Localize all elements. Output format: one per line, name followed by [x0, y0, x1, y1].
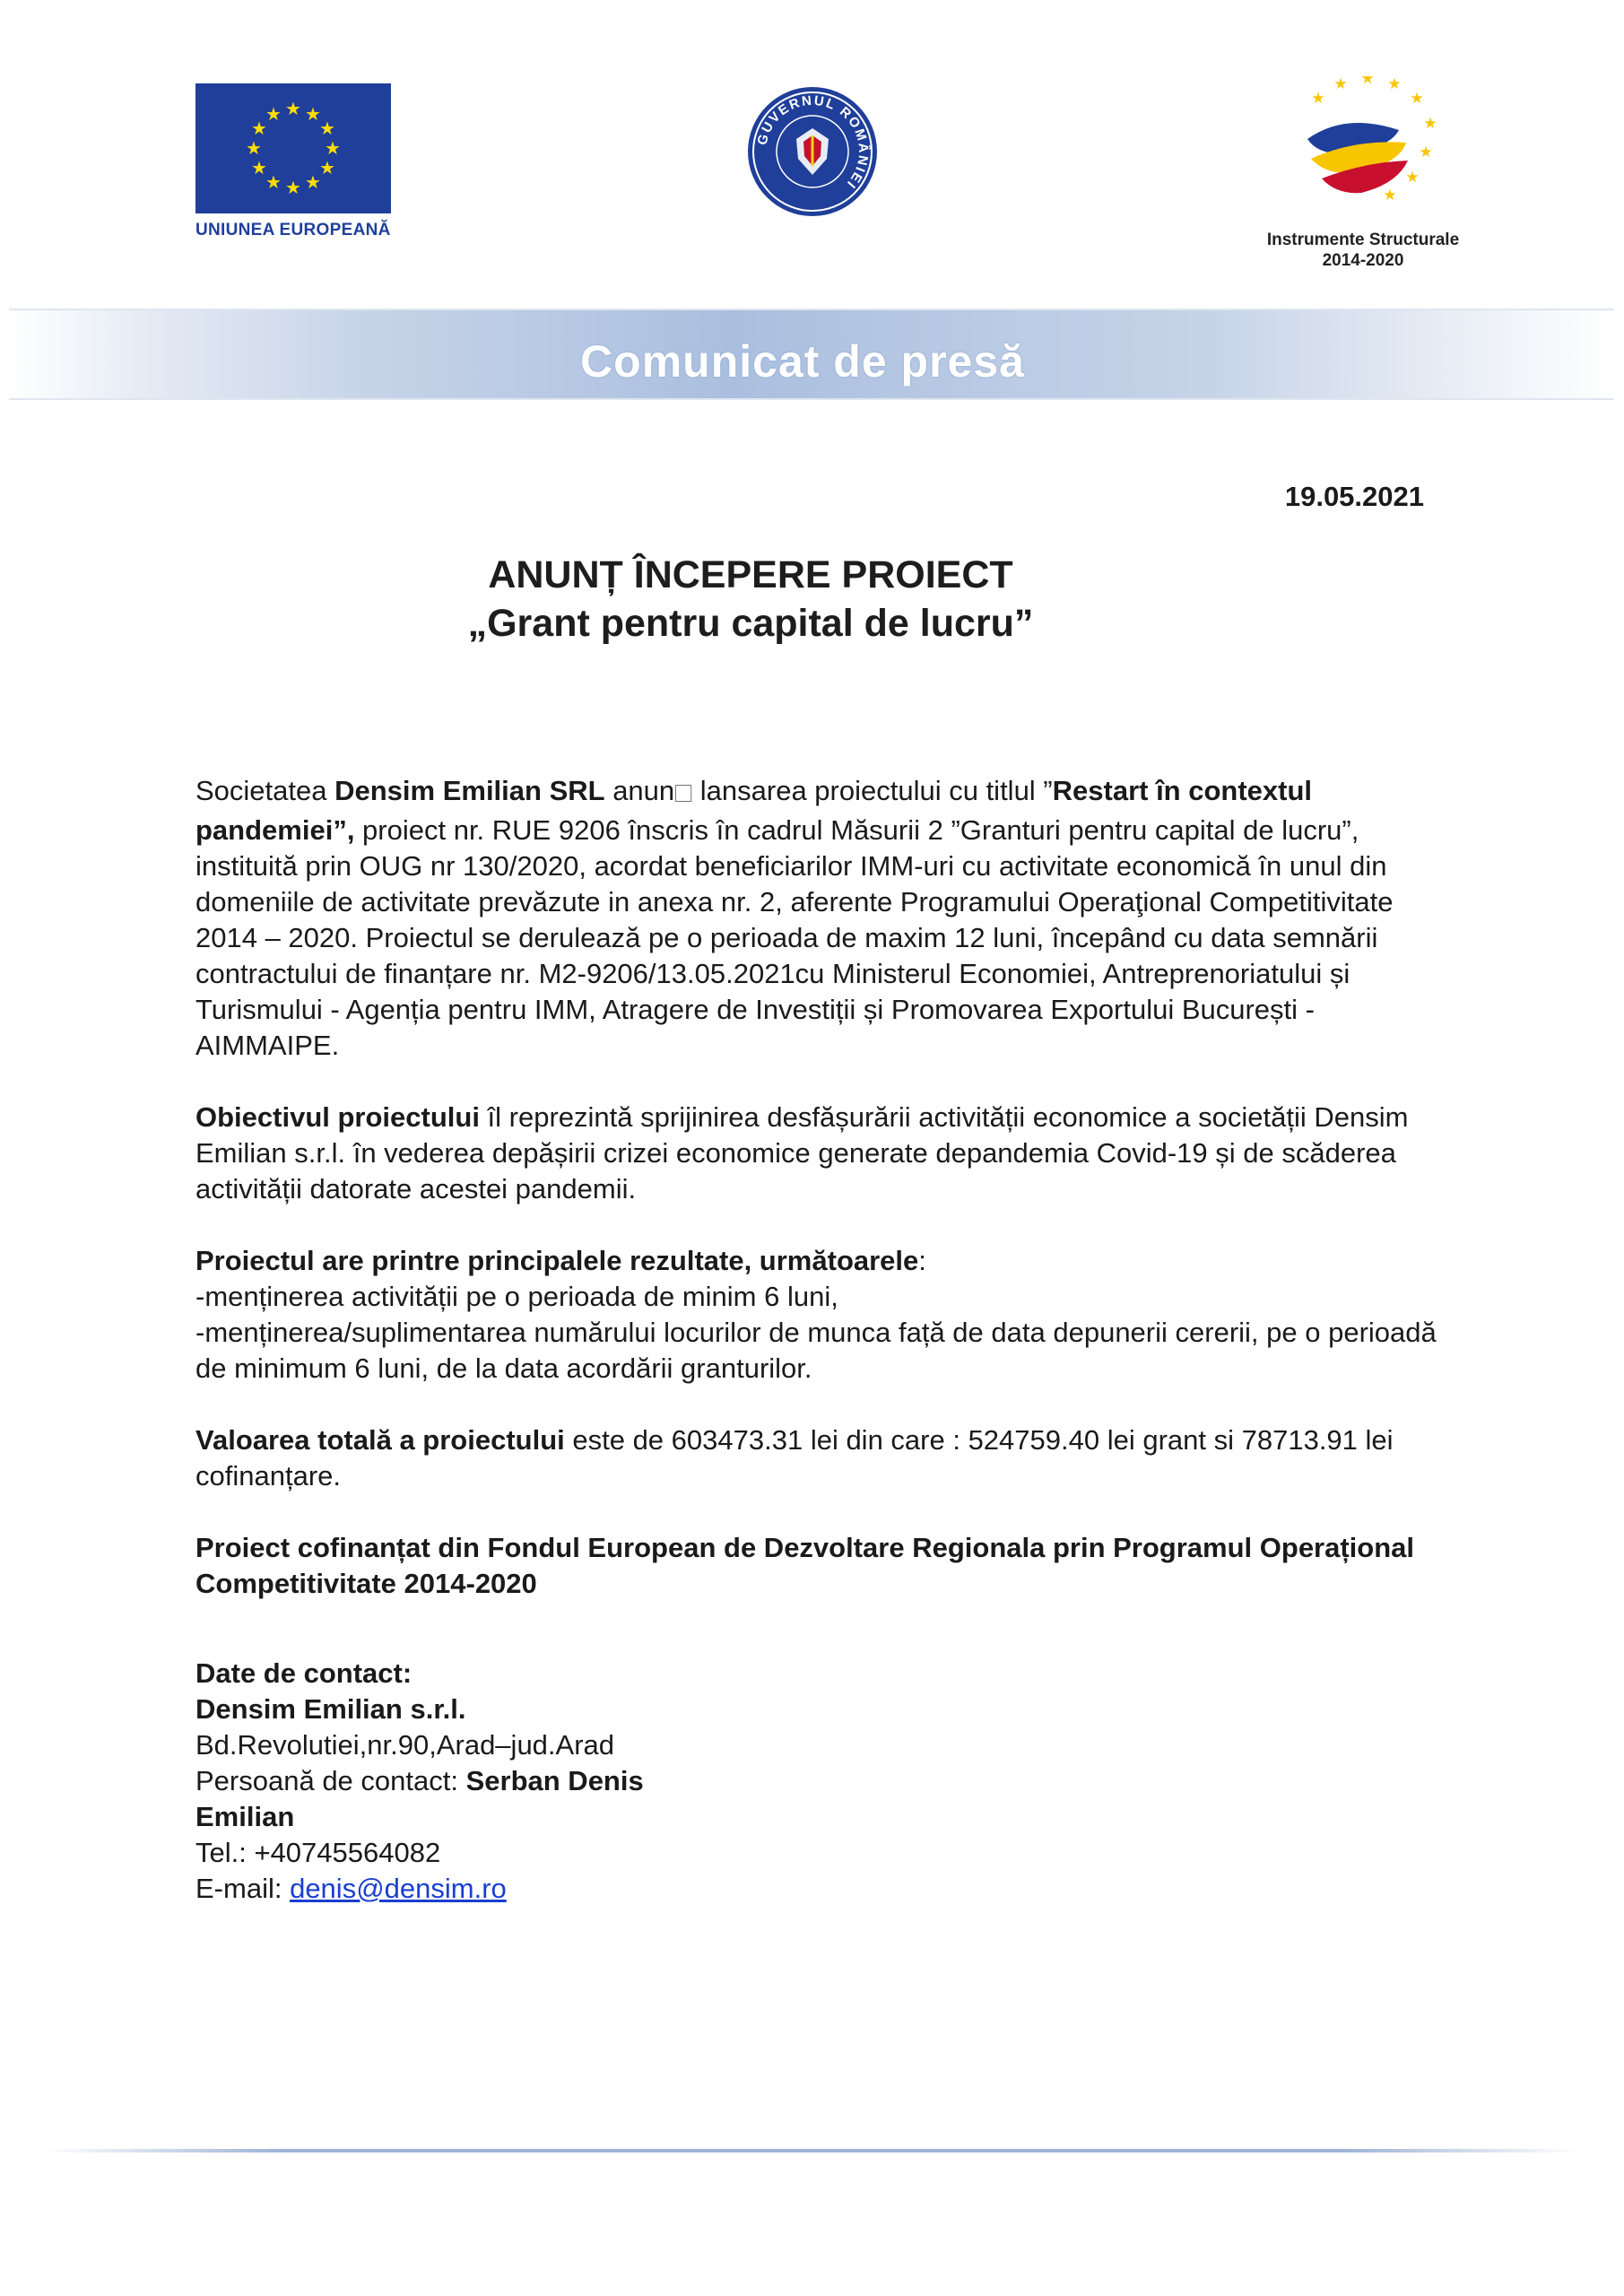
svg-text:★: ★	[305, 103, 321, 125]
company-name-bold: Densim Emilian SRL	[334, 775, 605, 806]
result-item-2: -menținerea/suplimentarea numărului locurilor de munca față de data depunerii cererii, pe o perioadă de minimum 6 luni, de la data acordării granturilor.	[195, 1317, 1437, 1384]
objective-paragraph	[195, 1100, 1442, 1207]
svg-text:★: ★	[1387, 76, 1402, 93]
results-label: Proiectul are printre principalele rezultate, următoarele	[195, 1245, 919, 1276]
contact-block	[195, 1656, 1442, 1907]
svg-text:★: ★	[1405, 169, 1420, 187]
contact-person-label: Persoană de contact:	[195, 1765, 466, 1796]
svg-text:★: ★	[265, 171, 282, 193]
contact-address: Bd.Revolutiei,nr.90,Arad–jud.Arad	[195, 1729, 615, 1761]
svg-text:★: ★	[265, 103, 282, 125]
structural-instruments-label	[1251, 230, 1475, 271]
contact-heading: Date de contact:	[195, 1657, 413, 1689]
svg-text:★: ★	[1410, 90, 1424, 108]
value-label: Valoarea totală a proiectului	[195, 1424, 565, 1456]
svg-text:★: ★	[251, 157, 267, 178]
intro-text-2: anun	[604, 775, 675, 806]
svg-text:★: ★	[1423, 115, 1437, 133]
missing-glyph-icon: ⃞	[674, 785, 693, 804]
document-body	[195, 773, 1442, 1907]
contact-person	[195, 1763, 1442, 1799]
svg-text:★: ★	[1383, 187, 1397, 204]
svg-text:★: ★	[251, 117, 267, 139]
results-paragraph	[195, 1243, 1442, 1387]
banner-title: Comunicat de presă	[580, 336, 1025, 387]
page-title	[195, 551, 1306, 648]
svg-text:GUVERNUL ROMÂNIEI: GUVERNUL ROMÂNIEI	[754, 92, 872, 193]
romania-coat-of-arms-icon	[746, 85, 879, 218]
press-release-banner	[9, 309, 1614, 400]
svg-text:★: ★	[285, 177, 301, 198]
svg-text:★: ★	[246, 137, 262, 159]
svg-text:★: ★	[319, 117, 335, 139]
svg-text:★: ★	[325, 137, 341, 159]
svg-text:★: ★	[305, 171, 321, 193]
structural-instruments-label-line1: Instrumente Structurale	[1266, 230, 1460, 249]
intro-text-1: Societatea	[195, 775, 335, 806]
results-colon: :	[918, 1245, 926, 1276]
objective-text: îl reprezintă sprijinirea desfășurării activității economice a societății Densim Emilian s.r.l. în vederea depășirii crizei economice generate depandemia Covid-19 și de scăderea activității datorate acestei pandemii.	[195, 1101, 1409, 1205]
value-paragraph	[195, 1422, 1442, 1494]
cofinance-text: Proiect cofinanțat din Fondul European de Dezvoltare Regionala prin Programul Operațional Competitivitate 2014-2020	[195, 1532, 1415, 1599]
structural-instruments-icon	[1291, 76, 1444, 211]
structural-instruments-logo	[1291, 76, 1444, 211]
svg-text:★: ★	[1360, 76, 1375, 88]
structural-instruments-label-line2: 2014-2020	[1322, 251, 1404, 270]
cofinance-paragraph	[195, 1530, 1442, 1602]
intro-text-3: lansarea proiectului cu titlul ”	[692, 775, 1053, 806]
value-text: este de 603473.31 lei din care : 524759.40 lei grant si 78713.91 lei cofinanțare.	[195, 1424, 1394, 1492]
contact-phone: Tel.: +40745564082	[195, 1837, 441, 1868]
project-title-bold: Restart în contextul pandemiei”,	[195, 775, 1313, 846]
eu-stars-icon	[195, 83, 391, 213]
release-date: 19.05.2021	[1284, 481, 1424, 512]
title-line1: ANUNȚ ÎNCEPERE PROIECT	[488, 553, 1013, 596]
svg-text:★: ★	[1333, 76, 1348, 93]
footer-divider	[45, 2149, 1578, 2152]
svg-text:★: ★	[1419, 144, 1433, 161]
government-logo	[746, 85, 879, 218]
title-line2: „Grant pentru capital de lucru”	[467, 602, 1034, 645]
contact-company: Densim Emilian s.r.l.	[195, 1693, 466, 1725]
intro-paragraph	[195, 773, 1442, 1064]
svg-text:★: ★	[285, 98, 301, 119]
eu-label: UNIUNEA EUROPEANĂ	[195, 221, 391, 239]
contact-person-name-2: Emilian	[195, 1801, 295, 1832]
eu-flag-logo	[195, 83, 391, 213]
svg-text:★: ★	[1311, 90, 1325, 108]
email-link[interactable]: denis@densim.ro	[290, 1873, 507, 1904]
objective-label: Obiectivul proiectului	[195, 1101, 480, 1133]
result-item-1: -menținerea activității pe o perioada de minim 6 luni,	[195, 1281, 838, 1312]
contact-email-label: E-mail:	[195, 1873, 291, 1904]
svg-text:★: ★	[319, 157, 335, 178]
contact-person-name-1: Serban Denis	[465, 1765, 644, 1796]
intro-text-4: proiect nr. RUE 9206 înscris în cadrul Măsurii 2 ”Granturi pentru capital de lucru”, instituită prin OUG nr 130/2020, acordat beneficiarilor IMM-uri cu activitate economică în unul din domeniile de activitate prevăzute in anexa nr. 2, aferente Programului Operaţional Competitivitate 2014 – 2020. Proiectul se derulează pe o perioada de maxim 12 luni, începând cu data semnării contractului de finanțare nr. M2-9206/13.05.2021cu Ministerul Economiei, Antreprenoriatului și Turismului - Agenția pentru IMM, Atragere de Investiții și Promovarea Exportului București - AIMMAIPE.	[195, 814, 1394, 1061]
contact-email	[195, 1871, 1442, 1907]
